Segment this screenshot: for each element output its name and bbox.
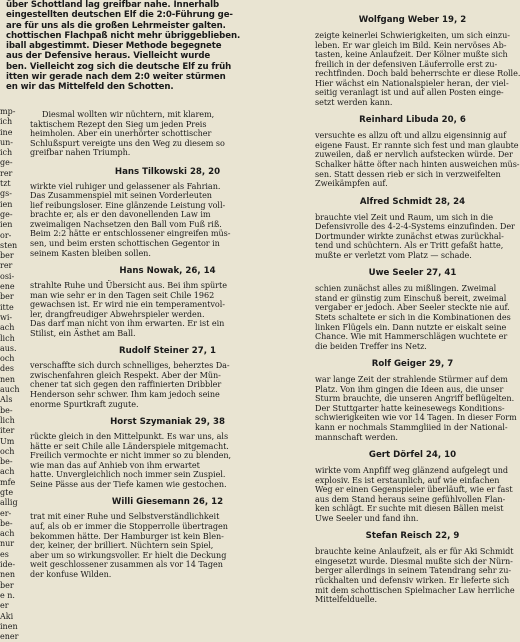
side-fragment-line: ach <box>0 529 15 539</box>
text-line: weit geschlossener zusammen als vor 14 Tagen <box>30 559 223 570</box>
text-line: aber um so wirkungsvoller. Er hielt die Deckung <box>30 549 227 560</box>
text-line: chener tat sich gegen den raffinierten Dribbler <box>30 379 222 390</box>
text-line: rückte gleich in den Mittelpunkt. Es war uns, als <box>30 431 229 442</box>
side-fragment-line: un- <box>0 137 14 147</box>
text-line: Freilich vermochte er nicht immer so zu blenden, <box>30 450 232 461</box>
side-fragment-line: ide- <box>0 560 16 570</box>
right-column <box>315 0 520 605</box>
text-line: zwischenfahren gleich Respekt. Aber der Mün- <box>30 369 221 380</box>
text-line: freilich in der defensiven Läuferrolle erst zu- <box>315 58 498 69</box>
text-line: stand er günstig zum Einschuß bereit, zweimal <box>315 292 507 303</box>
text-line: mußte er verletzt vom Platz — schade. <box>315 249 472 260</box>
text-line: Hier wächst ein Nationalspieler heran, der viel- <box>315 77 509 88</box>
player-review-paragraph <box>315 211 515 261</box>
text-line: Defensivrolle des 4-2-4-Systems einzufinden. Der <box>315 221 515 232</box>
intro-line: eingestellten deutschen Elf die 2:0-Führung ge- <box>6 10 233 21</box>
side-fragment-line: nen <box>0 570 16 580</box>
text-line: hatte. Unvergleichlich noch immer sein Zuspiel. <box>30 469 226 480</box>
side-fragment-line: tzt <box>0 179 11 189</box>
text-line: linken Flügels ein. Dann nutzte er eiskalt seine <box>315 321 507 332</box>
side-fragment-line: ber <box>0 251 14 261</box>
text-line: brachte er, als er den davonellenden Law im <box>30 209 211 220</box>
text-line: Seine Pässe aus der Tiefe kamen wie gestochen. <box>30 478 227 489</box>
player-review-paragraph <box>30 361 305 409</box>
side-fragment-line: aus. <box>0 343 17 353</box>
side-fragment-line: ich <box>0 148 13 158</box>
intro-line: are für uns als die großen Lehrmeister galten. <box>6 20 226 31</box>
text-line: Henderson sehr schwer. Ihm kam jedoch seine <box>30 389 220 400</box>
text-line: wirkte viel ruhiger und gelassener als Fahrian. <box>30 180 221 191</box>
side-fragment-line: des <box>0 364 14 374</box>
text-line: lief reibungsloser. Eine glänzende Leistung voll- <box>30 199 226 210</box>
intro-line: ben. Vielleicht zog sich die deutsche Elf zu früh <box>6 61 232 72</box>
intro-line: über Schottland lag greifbar nahe. Innerhalb <box>6 0 220 10</box>
text-line: explosiv. Es ist erstaunlich, auf wie einfachen <box>315 474 500 485</box>
side-fragment-line: e n. <box>0 590 15 600</box>
side-fragment-line: er <box>0 601 9 611</box>
text-line: Stets schaltete er sich in die Kombinationen des <box>315 312 511 323</box>
text-line: strahlte Ruhe und Übersicht aus. Bei ihm spürte <box>30 280 227 291</box>
player-rating-block <box>315 450 513 523</box>
player-review-paragraph <box>30 432 305 489</box>
player-rating-block <box>315 196 515 261</box>
player-heading: Rolf Geiger 29, 7 <box>371 359 454 370</box>
player-rating-block <box>30 497 305 579</box>
player-heading: Horst Szymaniak 29, 38 <box>110 417 225 428</box>
player-heading: Gert Dörfel 24, 10 <box>368 450 457 461</box>
text-line: man wie sehr er in den Tagen seit Chile 1962 <box>30 289 215 300</box>
side-fragment-line: ene <box>0 282 15 292</box>
text-line: wie man das auf Anhieb von ihm erwartet <box>30 459 200 470</box>
text-line: heimholen. Aber ein unerhörter schottischer <box>30 128 212 139</box>
text-line: Schalker hätte öfter nach hinten ausweichen müs- <box>315 159 520 170</box>
text-line: sen, und beim ersten schottischen Gegentor in <box>30 238 220 249</box>
text-line: zuweilen, daß er nervlich aufstecken würde. Der <box>315 149 513 160</box>
side-fragment-line: och <box>0 354 15 364</box>
player-heading: Reinhard Libuda 20, 6 <box>359 115 466 126</box>
side-fragment-line: ien <box>0 220 13 230</box>
text-line: brauchte keine Anlaufzeit, als er für Aki Schmidt <box>315 546 514 557</box>
text-line: eingesetzt wurde. Diesmal mußte sich der Nürn- <box>315 555 513 566</box>
player-rating-block <box>30 266 305 338</box>
text-line: zweimaligen Nachsetzen den Ball vom Fuß riß. <box>30 218 222 229</box>
side-fragment-line: be- <box>0 518 13 528</box>
side-fragment-line: rer <box>0 261 13 271</box>
intro-line: en wir das Mittelfeld den Schotten. <box>6 82 174 92</box>
text-line: Diesmal wollten wir nüchtern, mit klarem, <box>42 109 215 119</box>
side-fragment-line: ge- <box>0 209 13 219</box>
text-line: setzt werden kann. <box>315 96 393 107</box>
side-fragment-line: iter <box>0 426 15 436</box>
side-fragment-line: ener <box>0 632 19 642</box>
player-rating-block <box>315 531 515 605</box>
text-line: der konfuse Wilden. <box>30 568 112 579</box>
side-fragment-line: osi- <box>0 271 15 281</box>
side-fragment-line: och <box>0 446 15 456</box>
side-fragment-line: itte <box>0 302 14 312</box>
side-fragment-line: or- <box>0 230 12 240</box>
text-line: Das Zusammenspiel mit seinen Vorderleuten <box>30 190 212 201</box>
player-heading: Alfred Schmidt 28, 24 <box>359 196 466 207</box>
side-fragment-line: allig <box>0 498 18 508</box>
player-review-paragraph <box>315 130 520 189</box>
side-fragment-line: wi- <box>0 312 13 322</box>
text-line: kann er nochmals Stammgliied in der National- <box>315 421 508 432</box>
side-fragment-line: ber <box>0 580 14 590</box>
text-line: gewachsen ist. Er wird nie ein temperamentvol- <box>30 299 225 310</box>
side-fragment-line: ine <box>0 127 13 137</box>
text-line: mit dem schottischen Spielmacher Law herrliche <box>315 584 515 595</box>
intro-paragraph <box>0 0 313 105</box>
left-column-fragment <box>0 107 20 642</box>
side-fragment-line: er- <box>0 508 12 518</box>
side-fragment-line: ber <box>0 292 14 302</box>
text-line: brauchte viel Zeit und Raum, um sich in die <box>315 211 494 222</box>
text-line: Mittelfelduelle. <box>315 594 378 605</box>
text-line: Das darf man nicht von ihm erwarten. Er ist ein <box>30 318 225 329</box>
text-line: Weg er einen Gegenspieler überläuft, wie er fast <box>315 484 513 495</box>
text-line: die beiden Treffer ins Netz. <box>315 340 427 351</box>
player-heading: Hans Tilkowski 28, 20 <box>114 166 221 177</box>
text-line: Stilist, ein Ästhet am Ball. <box>30 327 136 338</box>
text-line: schwierigkeiten wie vor 14 Tagen. In dieser Form <box>315 412 517 423</box>
text-line: Platz. Von ihm gingen die Ideen aus, die unser <box>315 383 504 394</box>
player-rating-block <box>315 15 520 107</box>
text-line: zeigte keinerlei Schwierigkeiten, um sich einzu- <box>315 30 510 40</box>
player-heading: Hans Nowak, 26, 14 <box>119 266 216 277</box>
player-heading: Uwe Seeler 27, 41 <box>368 268 457 279</box>
text-line: trat mit einer Ruhe und Selbstverständlichkeit <box>30 511 220 522</box>
text-line: eigene Faust. Er rannte sich fest und man glaubte <box>315 139 519 150</box>
player-review-paragraph <box>315 374 517 442</box>
side-fragment-line: lich <box>0 333 15 343</box>
text-line: Sturm brauchte, die unseren Angriff beflügelten. <box>315 393 515 404</box>
side-fragment-line: ach <box>0 323 15 333</box>
text-line: Beim 2:2 hätte er entschlossener eingreifen müs- <box>30 228 231 239</box>
side-fragment-line: Aki <box>0 611 14 621</box>
text-line: Zweikämpfen auf. <box>315 178 388 189</box>
text-line: verschaffte sich durch schnelliges, beherztes Da- <box>30 360 230 371</box>
side-fragment-line: rer <box>0 168 13 178</box>
player-review-paragraph <box>30 512 305 579</box>
text-line: versuchte es allzu oft und allzu eigensinnig auf <box>315 130 507 141</box>
text-line: Uwe Seeler und fand ihn. <box>315 512 419 523</box>
player-heading: Rudolf Steiner 27, 1 <box>119 346 216 357</box>
text-line: Dortmunder wirkte zunächst etwas zurückhal- <box>315 230 504 241</box>
text-line: vergaber er jedoch. Aber Seeler steckte nie auf. <box>315 302 510 313</box>
text-line: sen. Statt dessen rieb er sich in verzweifelten <box>315 168 501 179</box>
player-rating-block <box>315 268 510 351</box>
side-fragment-line: lich <box>0 415 15 425</box>
text-line: seitig veranlagt ist und auf allen Posten einge- <box>315 87 504 98</box>
player-review-paragraph <box>315 546 515 605</box>
middle-intro-paragraph <box>30 110 305 158</box>
text-line: schien zunächst alles zu mißlingen. Zweimal <box>315 283 497 294</box>
text-line: greifbar nahen Triumph. <box>30 147 131 158</box>
player-heading: Wolfgang Weber 19, 2 <box>358 15 467 25</box>
text-line: mannschaft werden. <box>315 431 398 442</box>
intro-line: aus der Defensive heraus. Vielleicht wurde <box>6 51 211 62</box>
text-line: war lange Zeit der strahlende Stürmer auf dem <box>315 374 508 385</box>
text-line: seinem Kasten bleiben sollen. <box>30 247 151 258</box>
text-line: Chance. Wie mit Hammerschlägen wuchtete er <box>315 331 508 342</box>
text-line: auf, als ob er immer die Stopperrolle übertragen <box>30 520 228 531</box>
player-rating-block <box>30 346 305 409</box>
player-rating-block <box>30 167 305 258</box>
side-fragment-line: es <box>0 549 9 559</box>
player-review-paragraph <box>30 281 305 338</box>
text-line: rechtfinden. Doch bald beherrschte er diese Rolle. <box>315 68 520 79</box>
text-line: enorme Spurtkraft zugute. <box>30 398 139 409</box>
side-fragment-line: sten <box>0 240 18 250</box>
side-fragment-line: be- <box>0 405 13 415</box>
side-fragment-line: mfe <box>0 477 16 487</box>
text-line: Schlußspurt vereigte uns den Weg zu diesem so <box>30 137 225 148</box>
player-heading: Willi Giesemann 26, 12 <box>111 497 224 508</box>
text-line: wirkte vom Anpfiff weg glänzend aufgelegt und <box>315 465 509 476</box>
side-fragment-line: ach <box>0 467 15 477</box>
side-fragment-line: Als <box>0 395 13 405</box>
side-fragment-line: auch <box>0 385 20 395</box>
side-fragment-line: Um <box>0 436 15 446</box>
player-rating-block <box>315 359 517 442</box>
side-fragment-line: ich <box>0 117 13 127</box>
text-line: tend und schüchtern. Als er Tritt gefaßt hatte, <box>315 240 504 251</box>
side-fragment-line: be- <box>0 457 13 467</box>
text-line: Der Stuttgarter hatte keinesewegs Konditions- <box>315 402 505 413</box>
player-rating-block <box>315 115 520 189</box>
side-fragment-line: nen <box>0 374 16 384</box>
text-line: aus dem Stand heraus seine gefühlvollen Flan- <box>315 493 506 504</box>
text-line: ken schlägt. Er suchte mit diesen Bällen meist <box>315 503 504 514</box>
player-review-paragraph <box>315 465 513 523</box>
side-fragment-line: gte <box>0 487 14 497</box>
side-fragment-line: mp- <box>0 107 16 116</box>
middle-column <box>30 110 305 579</box>
text-line: taktischem Rezept den Sieg um jeden Preis <box>30 118 207 129</box>
side-fragment-line: nur <box>0 539 15 549</box>
player-rating-block <box>30 417 305 489</box>
side-fragment-line: ien <box>0 199 13 209</box>
intro-line: itten wir gerade nach dem 2:0 weiter stürmen <box>6 71 226 82</box>
text-line: leben. Er war gleich im Bild. Kein nervöses Ab- <box>315 39 507 50</box>
intro-line: iball abgestimmt. Dieser Methode begegnete <box>6 41 222 51</box>
player-review-paragraph <box>30 182 305 258</box>
player-heading: Stefan Reisch 22, 9 <box>365 531 460 542</box>
side-fragment-line: gs- <box>0 189 12 199</box>
text-line: berger allerdings in seinem Tatendrang sehr zu- <box>315 565 512 576</box>
side-fragment-line: ge- <box>0 158 13 168</box>
text-line: tasten, keine Anlaufzeit. Der Kölner mußte sich <box>315 49 508 60</box>
text-line: bekommen hätte. Der Hamburger ist kein Blen- <box>30 530 224 541</box>
player-review-paragraph <box>315 284 510 351</box>
text-line: ler, drangfreudiger Abwehrspieler werden. <box>30 308 205 319</box>
intro-line: chottischen Flachpaß nicht mehr übriggeblieben. <box>6 30 241 41</box>
text-line: hätte er seit Chile alle Länderspiele mitgemacht. <box>30 440 229 451</box>
text-line: rückhalten und defensiv wirken. Er lieferte sich <box>315 574 510 585</box>
player-review-paragraph <box>315 30 520 107</box>
text-line: der, keiner, der brilliert. Nüchtern sein Spiel, <box>30 540 214 551</box>
side-fragment-line: inen <box>0 621 18 631</box>
